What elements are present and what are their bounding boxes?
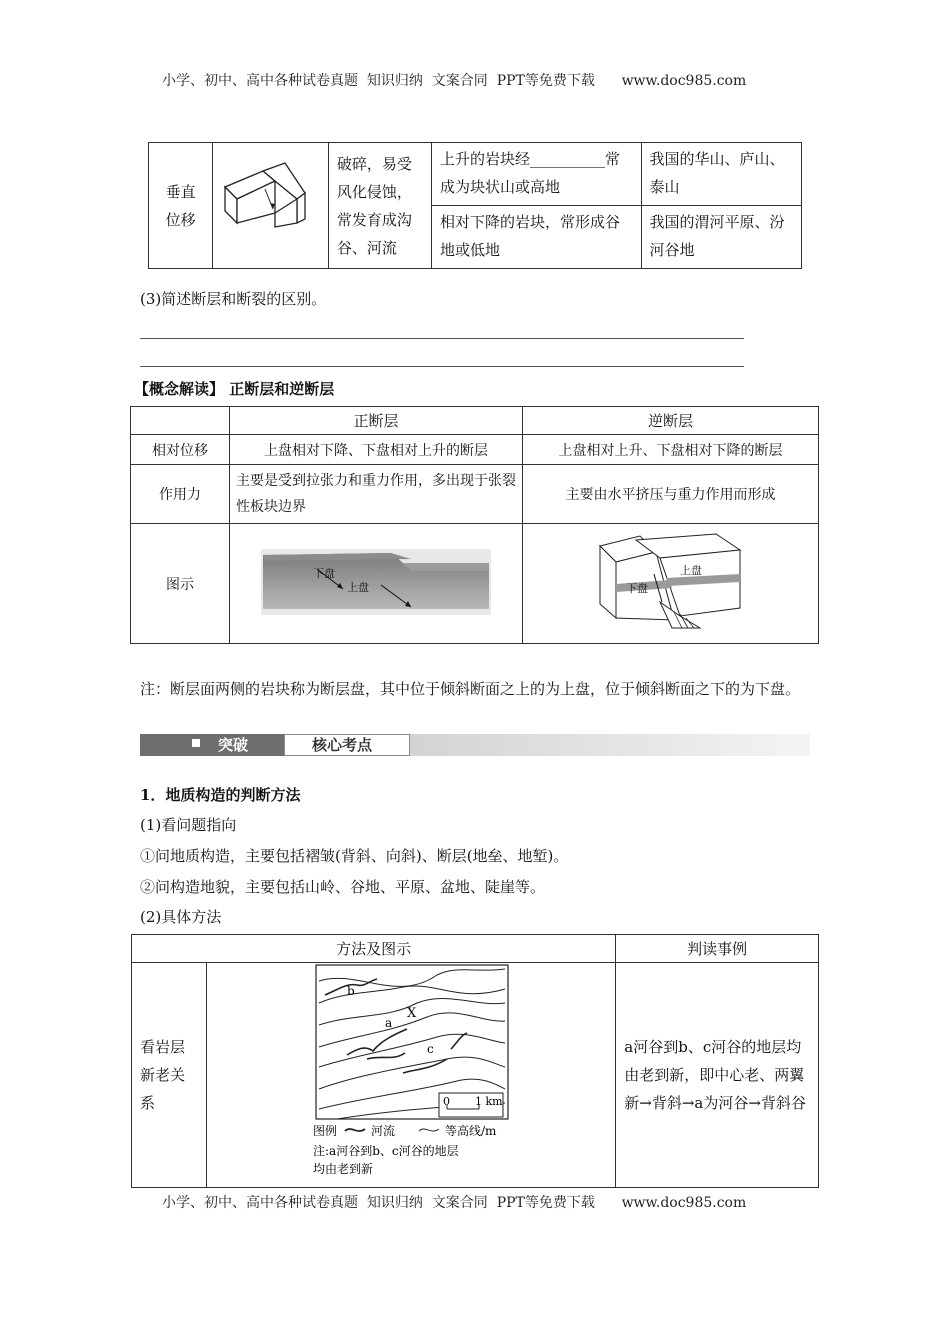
section-banner [140,734,810,756]
map-legend-river: 河流 [371,1124,396,1138]
normal-fault-figure [230,524,523,644]
map-figure-cell [207,963,616,1188]
section-line-3: ②问构造地貌，主要包括山岭、谷地、平原、盆地、陡崖等。 [140,878,546,896]
scale-zero: 0 [443,1095,450,1108]
fault-block-figure [213,143,328,269]
fault-block-icon [213,143,325,259]
vertical-displacement-table [148,142,802,269]
square-icon [192,739,200,747]
scale-km: 1 km [475,1095,503,1108]
normal-fault-up-label: 上盘 [347,580,369,594]
row-label-vertical: 垂直 位移 [149,143,213,269]
section-heading: 1．地质构造的判断方法 [140,786,301,804]
reverse-fault-up-label: 上盘 [679,563,702,577]
fault-note: 注：断层面两侧的岩块称为断层盘，其中位于倾斜断面之上的为上盘，位于倾斜断面之下的为下盘。 [140,680,801,698]
fault-comparison-table [130,406,819,644]
section-line-4: (2)具体方法 [140,908,222,926]
normal-displacement: 上盘相对下降、下盘相对上升的断层 [230,435,523,465]
river-legend-icon [345,1129,365,1131]
col-normal-fault: 正断层 [230,407,523,435]
map-label-x: X [407,1006,417,1021]
reverse-fault-down-label: 下盘 [625,581,648,595]
method-table [131,934,819,1188]
head-method: 方法及图示 [132,935,616,963]
section-line-1: (1)看问题指向 [140,816,237,834]
concept-title: 【概念解读】 正断层和逆断层 [134,380,335,398]
down-block-example: 我国的渭河平原、汾河谷地 [641,206,801,269]
row-figure: 图示 [131,524,230,644]
col-reverse-fault: 逆断层 [523,407,819,435]
head-example: 判读事例 [616,935,819,963]
banner-left-label: 突破 [218,736,249,754]
map-label-b: b [347,984,355,998]
reverse-fault-figure [523,524,819,644]
effect-text: 破碎，易受风化侵蚀，常发育成沟谷、河流 [328,143,431,269]
map-note-line1: 注:a河谷到b、c河谷的地层 [313,1144,459,1158]
up-block-example: 我国的华山、庐山、泰山 [641,143,801,206]
reverse-force: 主要由水平挤压与重力作用而形成 [523,465,819,524]
row-force: 作用力 [131,465,230,524]
reverse-fault-diagram [596,532,746,632]
page-header: 小学、初中、高中各种试卷真题 知识归纳 文案合同 PPT等免费下载 www.doc985.com [162,73,747,89]
answer-line-2 [140,366,744,367]
row-relative-displacement: 相对位移 [131,435,230,465]
banner-right-label: 核心考点 [312,736,373,754]
strata-example: a河谷到b、c河谷的地层均由老到新，即中心老、两翼新→背斜→a为河谷→背斜谷 [616,963,819,1188]
geologic-contour-map [207,963,615,1183]
map-note-line2: 均由老到新 [313,1162,374,1176]
contour-legend-icon [419,1129,439,1131]
reverse-displacement: 上盘相对上升、下盘相对下降的断层 [523,435,819,465]
map-label-a: a [385,1016,393,1030]
normal-force: 主要是受到拉张力和重力作用，多出现于张裂性板块边界 [230,465,523,524]
section-line-2: ①问地质构造，主要包括褶皱(背斜、向斜)、断层(地垒、地堑)。 [140,847,569,865]
answer-line-1 [140,338,744,339]
map-label-c: c [427,1042,434,1056]
row-label-strata: 看岩层新老关系 [132,963,207,1188]
map-legend-contour: 等高线/m [445,1124,497,1138]
down-block-text: 相对下降的岩块，常形成谷地或低地 [432,206,641,269]
up-block-text: 上升的岩块经__________常成为块状山或高地 [432,143,641,206]
normal-fault-down-label: 下盘 [313,566,335,580]
map-legend-prefix: 图例 [313,1124,338,1138]
page-footer: 小学、初中、高中各种试卷真题 知识归纳 文案合同 PPT等免费下载 www.doc985.com [162,1195,747,1211]
normal-fault-diagram [261,549,491,615]
question-text: (3)简述断层和断裂的区别。 [140,290,327,308]
